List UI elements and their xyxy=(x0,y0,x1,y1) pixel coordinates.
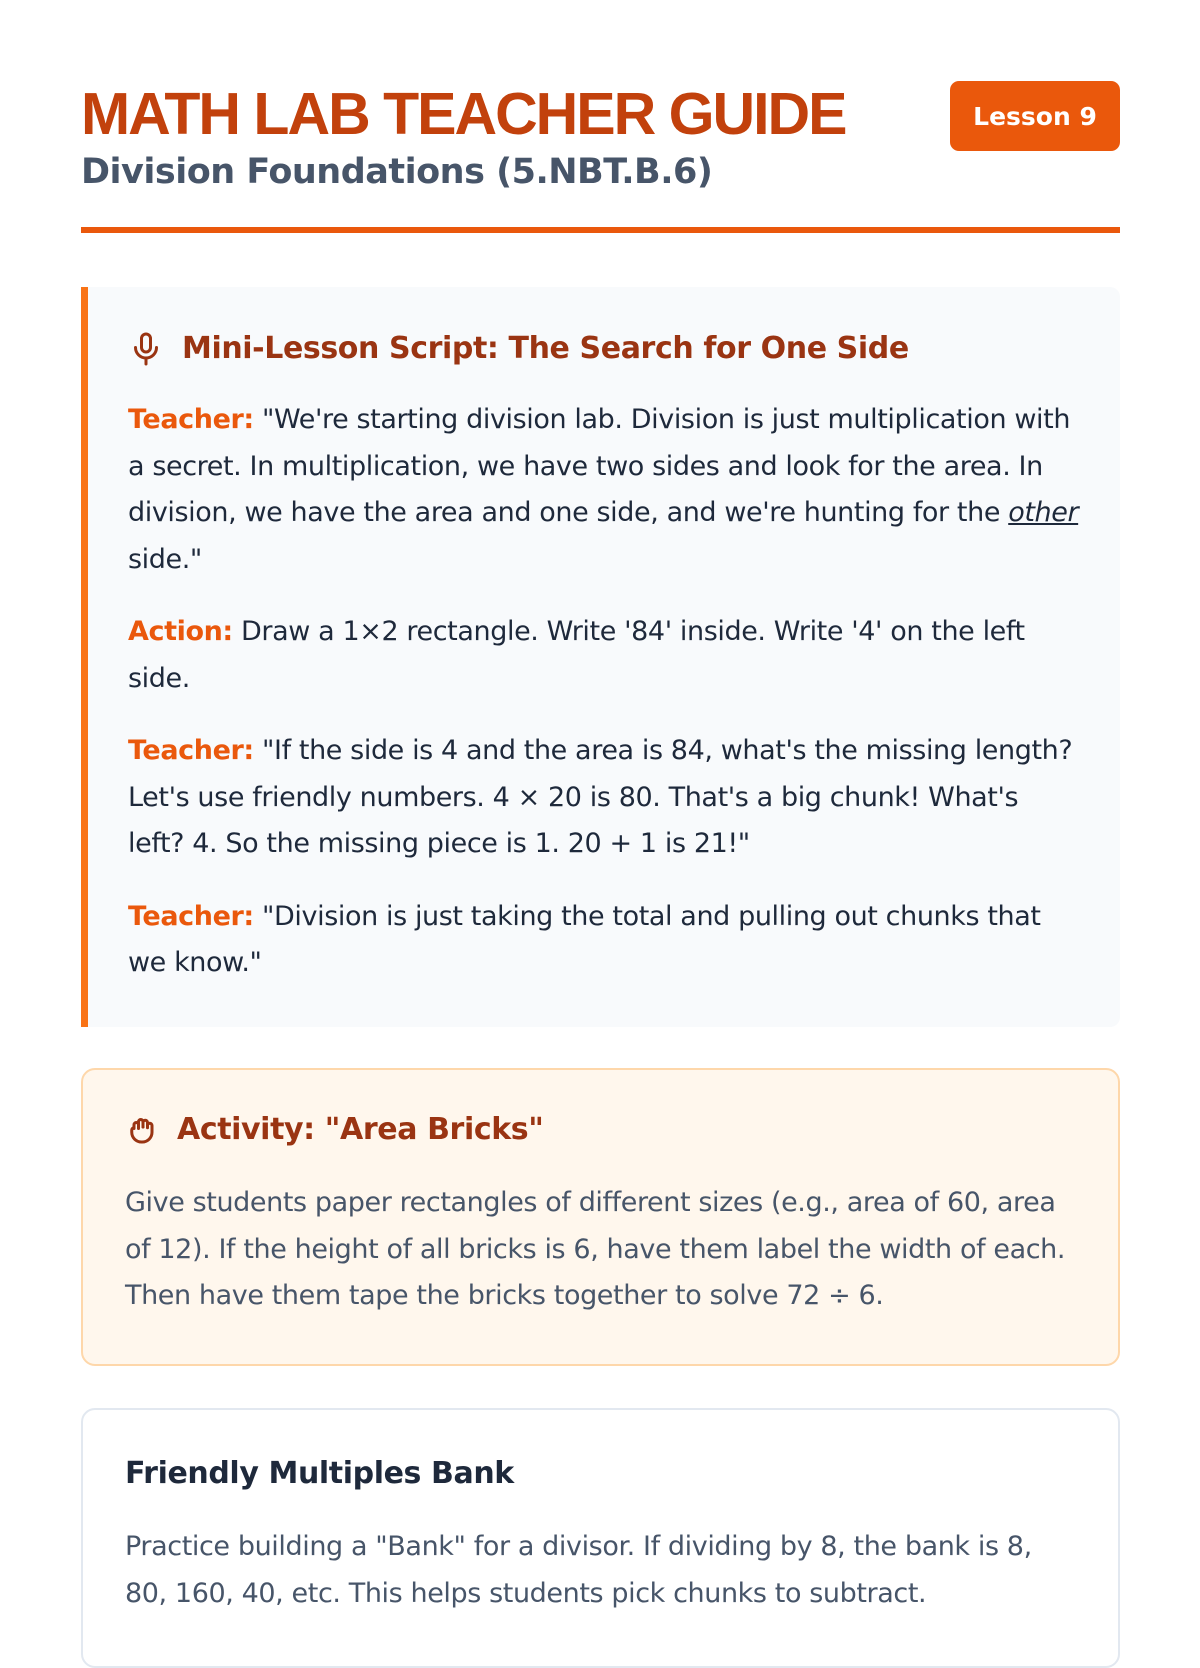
page-subtitle: Division Foundations (5.NBT.B.6) xyxy=(81,152,713,192)
activity-title: Activity: "Area Bricks" xyxy=(177,1112,544,1147)
script-paragraph xyxy=(128,397,1080,583)
script-body xyxy=(128,397,1080,987)
mini-lesson-title: Mini-Lesson Script: The Search for One Side xyxy=(182,331,909,366)
lesson-badge: Lesson 9 xyxy=(950,81,1120,151)
emphasis-text: other xyxy=(1008,497,1079,528)
speaker-label: Teacher: xyxy=(128,900,254,932)
activity-heading xyxy=(125,1110,1078,1150)
microphone-icon xyxy=(128,331,164,367)
header-divider xyxy=(81,227,1120,233)
script-text: "Division is just taking the total and pulling out chunks that we know." xyxy=(128,900,1041,978)
friendly-multiples-card xyxy=(81,1408,1120,1668)
friendly-multiples-description: Practice building a "Bank" for a divisor. If dividing by 8, the bank is 8, 80, 160, 40, etc. This helps students pick chunks to subtract. xyxy=(125,1531,1032,1609)
script-text: Draw a 1×2 rectangle. Write '84' inside. Write '4' on the left side. xyxy=(128,616,1025,694)
action-label: Action: xyxy=(128,616,233,647)
page-title: MATH LAB TEACHER GUIDE xyxy=(81,81,846,147)
speaker-label: Teacher: xyxy=(128,735,254,766)
guide-header xyxy=(81,80,1120,235)
script-text: side." xyxy=(128,543,202,575)
script-text: "We're starting division lab. Division is just multiplication with a secret. In multiplication, we have two sides and look for the area. In division, we have the area and one side, and we're hunting for the xyxy=(128,404,1071,528)
activity-description: Give students paper rectangles of different sizes (e.g., area of 60, area of 12). If the height of all bricks is 6, have them label the width of each. Then have them tape the bricks together to solve 72 ÷ 6. xyxy=(125,1187,1066,1311)
script-paragraph xyxy=(128,894,1080,987)
mini-lesson-script-card xyxy=(81,287,1120,1027)
friendly-multiples-title: Friendly Multiples Bank xyxy=(125,1456,514,1491)
script-paragraph xyxy=(128,728,1080,868)
mini-lesson-heading xyxy=(128,329,1080,369)
speaker-label: Teacher: xyxy=(128,404,254,435)
script-paragraph xyxy=(128,609,1080,702)
activity-card xyxy=(81,1068,1120,1366)
script-text: "If the side is 4 and the area is 84, what's the missing length? Let's use friendly numbers. 4 × 20 is 80. That's a big chunk! What's left? 4. So the missing piece is 1. 20 + 1 is 21!" xyxy=(128,735,1073,859)
hand-icon xyxy=(125,1112,161,1148)
